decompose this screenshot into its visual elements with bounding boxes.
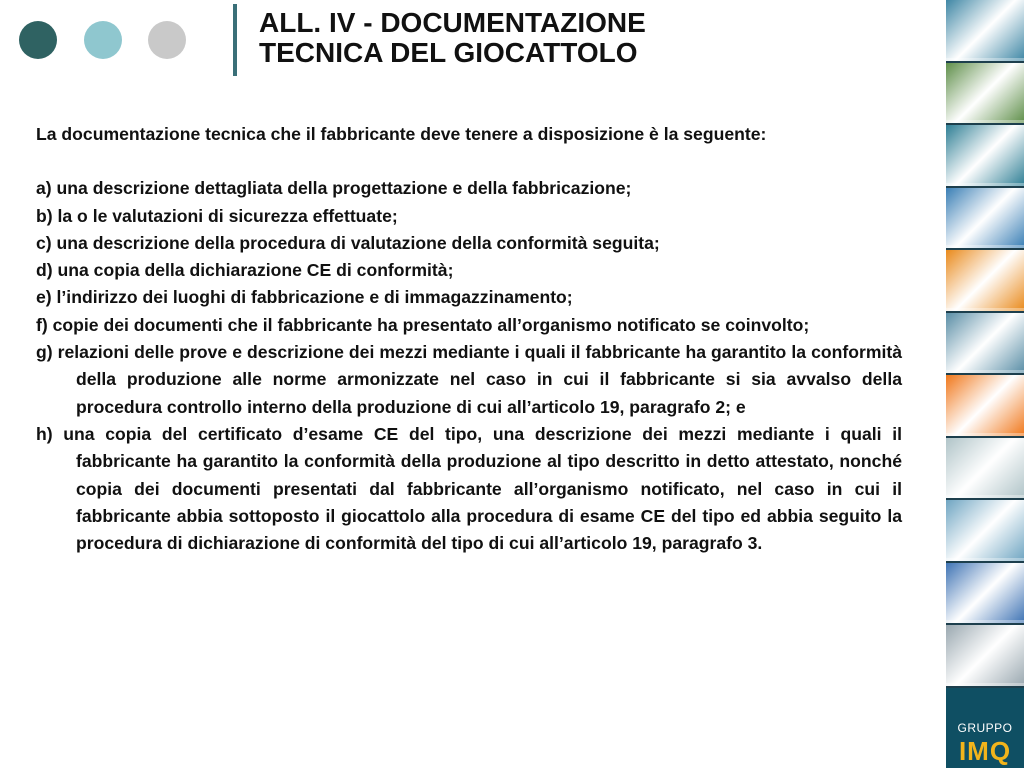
photo-tile (946, 0, 1024, 61)
imq-logo (946, 688, 1024, 768)
slide-title-line-2: TECNICA DEL GIOCATTOLO (259, 37, 638, 68)
title-accent-bar (233, 4, 237, 76)
photo-tile (946, 625, 1024, 686)
list-item-b: b) la o le valutazioni di sicurezza effettuate; (36, 205, 398, 226)
slide-title (259, 8, 646, 68)
photo-tile (946, 438, 1024, 499)
list-item-f: f) copie dei documenti che il fabbricante ha presentato all’organismo notificato se coinvolto; (36, 314, 810, 335)
logo-word: GRUPPO (957, 721, 1013, 735)
photo-tile (946, 125, 1024, 186)
logo-mark: IMQ (958, 736, 1012, 766)
list-item-a: a) una descrizione dettagliata della progettazione e della fabbricazione; (36, 178, 632, 199)
list-item-c: c) una descrizione della procedura di valutazione della conformità seguita; (36, 232, 660, 253)
photo-tile (946, 188, 1024, 249)
image-strip-sidebar (946, 0, 1024, 768)
photo-tile (946, 563, 1024, 624)
list-item-e: e) l’indirizzo dei luoghi di fabbricazione e di immagazzinamento; (36, 287, 573, 308)
slide-body (36, 121, 902, 557)
decorative-dot-dark (19, 21, 57, 59)
photo-tile (946, 250, 1024, 311)
slide-title-line-1: ALL. IV - DOCUMENTAZIONE (259, 7, 646, 38)
photo-tile (946, 313, 1024, 374)
photo-tile (946, 500, 1024, 561)
list-item-d: d) una copia della dichiarazione CE di conformità; (36, 260, 454, 281)
list-item-g: g) relazioni delle prove e descrizione dei mezzi mediante i quali il fabbricante ha garantito la conformità della produzione alle norme armonizzate nel caso in cui il fabbricante si sia avvalso della procedura controllo interno della produzione di cui all’articolo 19, paragrafo 2; e (36, 342, 902, 417)
photo-tile (946, 63, 1024, 124)
list-item-h: h) una copia del certificato d’esame CE del tipo, una descrizione dei mezzi mediante i quali il fabbricante ha garantito la conformità della produzione al tipo descritto in detto attestato, nonché copia dei documenti presentati dal fabbricante all’organismo notificato, nel caso in cui il fabbricante abbia sottoposto il giocattolo alla procedura di esame CE del tipo ed abbia seguito la procedura di dichiarazione di conformità del tipo di cui all’articolo 19, paragrafo 3. (36, 423, 902, 554)
intro-paragraph: La documentazione tecnica che il fabbricante deve tenere a disposizione è la seguente: (36, 124, 767, 144)
decorative-dot-light (84, 21, 122, 59)
photo-tile (946, 375, 1024, 436)
decorative-dot-grey (148, 21, 186, 59)
